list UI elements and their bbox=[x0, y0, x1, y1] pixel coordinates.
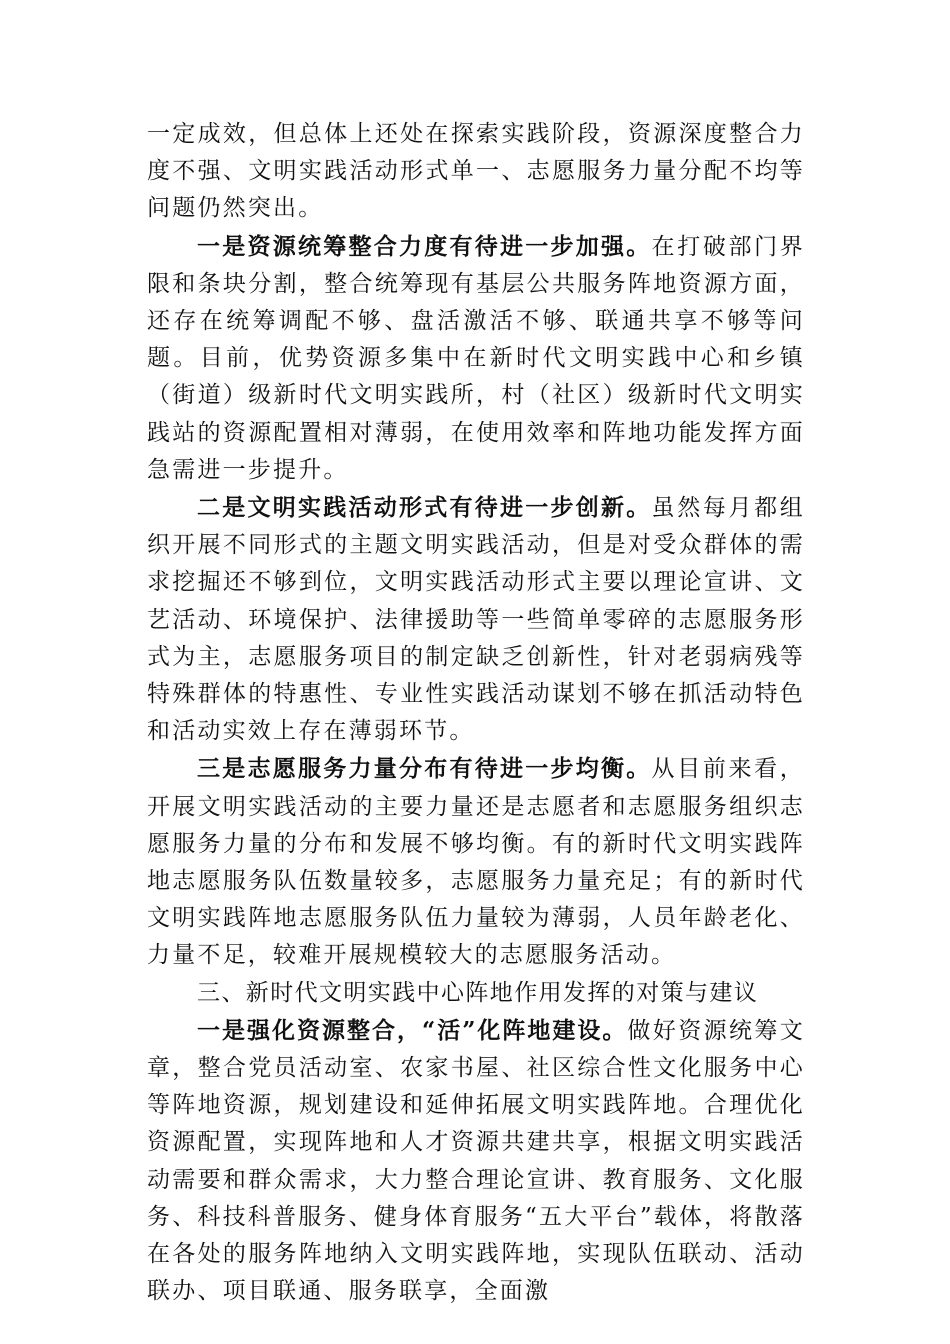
paragraph-body: 做好资源统筹文章，整合党员活动室、农家书屋、社区综合性文化服务中心等阵地资源，规划建设和延伸拓展文明实践阵地。合理优化资源配置，实现阵地和人才资源共建共享，根据文明实践活动需要和群众需求，大力整合理论宣讲、教育服务、文化服务、科技科普服务、健身体育服务“五大平台”载体，将散落在各处的服务阵地纳入文明实践阵地，实现队伍联动、活动联办、项目联通、服务联享，全面激 bbox=[147, 1017, 806, 1305]
paragraph-issue-activities bbox=[147, 489, 805, 750]
paragraph-body: 从目前来看，开展文明实践活动的主要力量还是志愿者和志愿服务组织志愿服务力量的分布和发展不够均衡。有的新时代文明实践阵地志愿服务队伍数量较多，志愿服务力量充足；有的新时代文明实践阵地志愿服务队伍力量较为薄弱，人员年龄老化、力量不足，较难开展规模较大的志愿服务活动。 bbox=[147, 756, 806, 969]
paragraph-issue-volunteers bbox=[147, 750, 805, 974]
paragraph-lead-bold: 三是志愿服务力量分布有待进一步均衡。 bbox=[197, 755, 652, 783]
section-heading: 三、新时代文明实践中心阵地作用发挥的对策与建议 bbox=[197, 979, 759, 1006]
paragraph-lead-bold: 二是文明实践活动形式有待进一步创新。 bbox=[197, 494, 652, 522]
paragraph-lead-bold: 一是资源统筹整合力度有待进一步加强。 bbox=[197, 232, 652, 260]
paragraph-lead-bold: 一是强化资源整合，“活”化阵地建设。 bbox=[197, 1016, 628, 1044]
paragraph-issue-resources bbox=[147, 228, 805, 489]
document-body bbox=[147, 116, 805, 1311]
paragraph-body: 在打破部门界限和条块分割，整合统筹现有基层公共服务阵地资源方面，还存在统筹调配不够、盘活激活不够、联通共享不够等问题。目前，优势资源多集中在新时代文明实践中心和乡镇（街道）级新时代文明实践所，村（社区）级新时代文明实践站的资源配置相对薄弱，在使用效率和阵地功能发挥方面急需进一步提升。 bbox=[147, 233, 806, 483]
paragraph-body: 一定成效，但总体上还处在探索实践阶段，资源深度整合力度不强、文明实践活动形式单一、志愿服务力量分配不均等问题仍然突出。 bbox=[147, 121, 805, 222]
paragraph-body: 虽然每月都组织开展不同形式的主题文明实践活动，但是对受众群体的需求挖掘还不够到位，文明实践活动形式主要以理论宣讲、文艺活动、环境保护、法律援助等一些简单零碎的志愿服务形式为主，志愿服务项目的制定缺乏创新性，针对老弱病残等特殊群体的特惠性、专业性实践活动谋划不够在抓活动特色和活动实效上存在薄弱环节。 bbox=[147, 495, 806, 745]
paragraph-suggestion-resources bbox=[147, 1012, 805, 1311]
paragraph-continuation bbox=[147, 116, 805, 228]
